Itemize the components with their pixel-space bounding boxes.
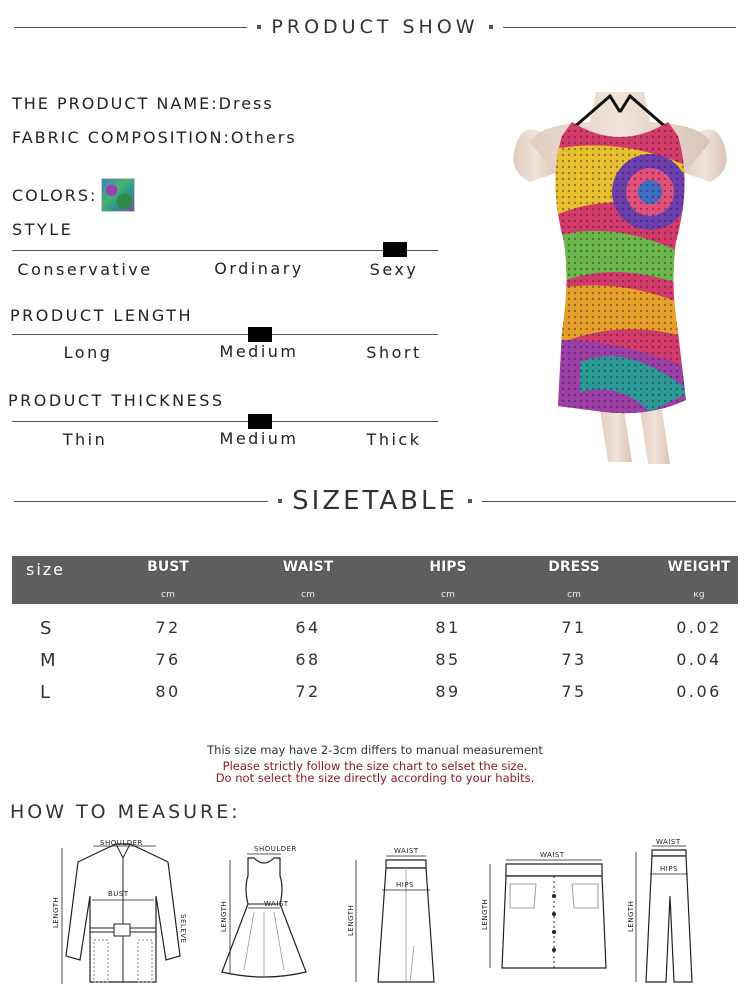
cell-hips: 89 (435, 682, 461, 701)
pants-length-label: LENGTH (627, 900, 635, 932)
thickness-scale-line (12, 421, 438, 422)
length-scale-line (12, 334, 438, 335)
sizetable-line-left (14, 501, 268, 502)
size-warning-line1: Please strictly follow the size chart to selset the size. (222, 759, 528, 773)
style-label-ordinary: Ordinary (214, 259, 304, 278)
table-row (12, 650, 738, 682)
row-size: M (40, 650, 56, 671)
style-scale-marker (383, 242, 407, 257)
jacket-sleeve-label: SELEVE (179, 914, 187, 944)
colors (12, 178, 135, 212)
style-scale-line (12, 250, 438, 251)
sizetable-header (0, 484, 750, 518)
column-header-hips: HIPS (429, 559, 467, 575)
dress-product-image (500, 92, 740, 472)
product-name-label: THE PRODUCT NAME: (12, 94, 219, 113)
style-label-sexy: Sexy (369, 260, 419, 279)
cell-weight: 0.04 (676, 650, 722, 669)
header-line-left (14, 27, 247, 28)
length-scale-title: PRODUCT LENGTH (10, 306, 194, 325)
product-name-value: Dress (218, 94, 274, 113)
cell-waist: 72 (295, 682, 321, 701)
unit-waist: cm (301, 590, 315, 600)
cell-hips: 85 (435, 650, 461, 669)
color-swatch[interactable] (101, 178, 135, 212)
cell-dress: 73 (561, 650, 587, 669)
sizetable-line-right (482, 501, 736, 502)
product-name (12, 94, 274, 113)
cell-dress: 71 (561, 618, 587, 637)
header-dot-right (489, 25, 493, 29)
unit-weight: кg (693, 590, 705, 600)
size-table (12, 556, 738, 714)
product-show-title: PRODUCT SHOW (271, 16, 479, 38)
fabric-label: FABRIC COMPOSITION: (12, 128, 231, 147)
thickness-label-thin: Thin (62, 430, 108, 449)
column-header-weight: WEIGHT (667, 559, 731, 575)
cell-dress: 75 (561, 682, 587, 701)
unit-hips: cm (441, 590, 455, 600)
thickness-scale-marker (248, 414, 272, 429)
pants-waist-label: WAIST (656, 838, 681, 846)
fabric-value: Others (230, 128, 297, 147)
size-column-header: size (26, 560, 66, 579)
product-show-header (0, 14, 750, 40)
length-label-long: Long (63, 343, 113, 362)
skirt-length-label: LENGTH (347, 904, 355, 936)
header-line-right (503, 27, 736, 28)
sizetable-title: SIZETABLE (292, 486, 458, 516)
unit-dress: cm (567, 590, 581, 600)
column-header-bust: BUST (147, 559, 189, 575)
table-row (12, 618, 738, 650)
cell-waist: 64 (295, 618, 321, 637)
denim-skirt-measure-diagram (476, 836, 616, 990)
jacket-measure-diagram (48, 836, 198, 990)
sizetable-dot-right (468, 499, 472, 503)
cell-bust: 80 (155, 682, 181, 701)
measurement-note: This size may have 2-3cm differs to manual measurement (207, 743, 543, 757)
length-label-medium: Medium (219, 342, 299, 361)
pants-measure-diagram (622, 836, 732, 990)
style-label-conservative: Conservative (17, 260, 153, 279)
size-warning-line2: Do not select the size directly according to your habits. (215, 771, 535, 785)
skirt-waist-label: WAIST (394, 847, 419, 855)
table-row (12, 682, 738, 714)
sizetable-dot-left (278, 499, 282, 503)
cell-waist: 68 (295, 650, 321, 669)
length-label-short: Short (366, 343, 422, 362)
row-size: L (40, 682, 51, 703)
thickness-label-thick: Thick (366, 430, 422, 449)
skirt-hips-label: HIPS (396, 881, 414, 889)
jacket-shoulder-label: SHOULDER (100, 839, 143, 847)
cell-weight: 0.02 (676, 618, 722, 637)
size-table-header (12, 556, 738, 604)
cell-bust: 72 (155, 618, 181, 637)
skirt-measure-diagram (344, 836, 444, 990)
thickness-label-medium: Medium (219, 429, 299, 448)
how-to-measure-title: HOW TO MEASURE: (10, 801, 241, 823)
fabric-composition (12, 128, 297, 147)
jacket-length-label: LENGTH (52, 896, 60, 928)
dress-length-label: LENGTH (220, 900, 228, 932)
row-size: S (40, 618, 52, 639)
unit-bust: cm (161, 590, 175, 600)
pants-hips-label: HIPS (660, 865, 678, 873)
dress-waist-label: WAIST (264, 900, 289, 908)
length-scale-marker (248, 327, 272, 342)
jacket-bust-label: BUST (108, 890, 129, 898)
dress-measure-diagram (214, 836, 314, 990)
cell-hips: 81 (435, 618, 461, 637)
denim-skirt-length-label: LENGTH (481, 898, 489, 930)
cell-bust: 76 (155, 650, 181, 669)
column-header-dress: DRESS (548, 559, 600, 575)
column-header-waist: WAIST (282, 559, 334, 575)
header-dot-left (257, 25, 261, 29)
thickness-scale-title: PRODUCT THICKNESS (8, 391, 225, 410)
dress-shoulder-label: SHOULDER (254, 845, 297, 853)
denim-skirt-waist-label: WAIST (540, 851, 565, 859)
style-scale-title: STYLE (12, 220, 74, 239)
colors-label: COLORS: (12, 185, 98, 205)
cell-weight: 0.06 (676, 682, 722, 701)
